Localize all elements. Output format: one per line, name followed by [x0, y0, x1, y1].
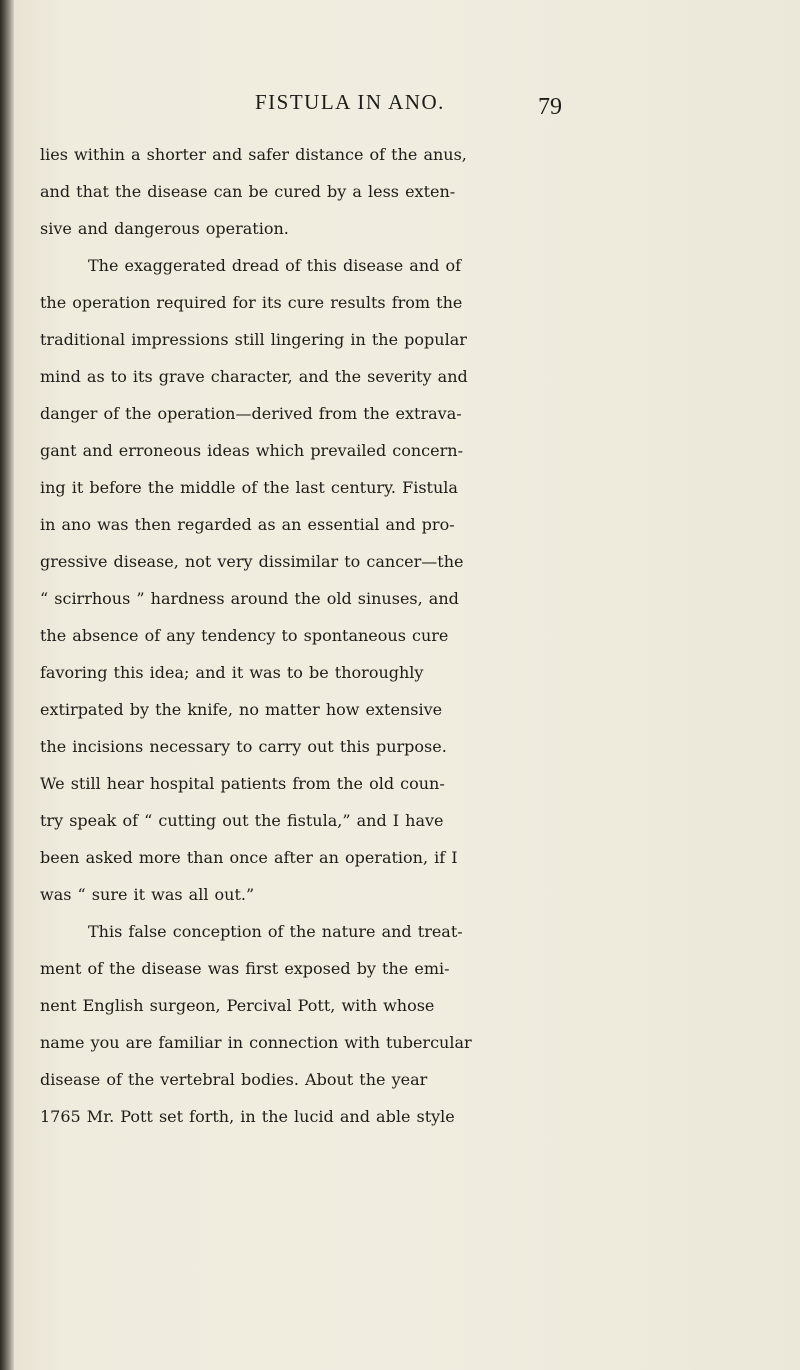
text-line: lies within a shorter and safer distance of the anus,: [40, 145, 467, 164]
text-line: gant and erroneous ideas which prevailed concern-: [40, 441, 463, 460]
text-line: nent English surgeon, Percival Pott, with whose: [40, 996, 435, 1015]
text-line: was “ sure it was all out.”: [40, 885, 255, 904]
text-line: ing it before the middle of the last century. Fistula: [40, 478, 458, 497]
text-line: The exaggerated dread of this disease and of: [88, 256, 462, 275]
text-line: We still hear hospital patients from the old coun-: [40, 774, 445, 793]
text-line: in ano was then regarded as an essential and pro-: [40, 515, 455, 534]
text-line: ment of the disease was first exposed by the emi-: [40, 959, 450, 978]
text-line: the absence of any tendency to spontaneous cure: [40, 626, 449, 645]
text-line: try speak of “ cutting out the fistula,” and I have: [40, 811, 444, 830]
text-line: “ scirrhous ” hardness around the old sinuses, and: [40, 589, 459, 608]
body-text: [40, 136, 780, 1135]
text-line: This false conception of the nature and treat-: [88, 922, 463, 941]
text-line: favoring this idea; and it was to be thoroughly: [40, 663, 424, 682]
text-line: name you are familiar in connection with tubercular: [40, 1033, 472, 1052]
text-line: extirpated by the knife, no matter how extensive: [40, 700, 443, 719]
text-line: traditional impressions still lingering in the popular: [40, 330, 467, 349]
text-line: the incisions necessary to carry out this purpose.: [40, 737, 447, 756]
text-line: disease of the vertebral bodies. About the year: [40, 1070, 428, 1089]
text-line: and that the disease can be cured by a less exten-: [40, 182, 456, 201]
text-line: the operation required for its cure results from the: [40, 293, 463, 312]
binding-edge: [0, 0, 14, 1370]
text-line: danger of the operation—derived from the extrava-: [40, 404, 462, 423]
text-line: sive and dangerous operation.: [40, 219, 289, 238]
page-number: 79: [538, 94, 562, 120]
text-line: 1765 Mr. Pott set forth, in the lucid and able style: [40, 1107, 455, 1126]
running-title: FISTULA IN ANO.: [255, 90, 445, 114]
page-header: [40, 90, 780, 130]
text-line: been asked more than once after an operation, if I: [40, 848, 458, 867]
text-line: mind as to its grave character, and the severity and: [40, 367, 468, 386]
text-line: gressive disease, not very dissimilar to cancer—the: [40, 552, 464, 571]
